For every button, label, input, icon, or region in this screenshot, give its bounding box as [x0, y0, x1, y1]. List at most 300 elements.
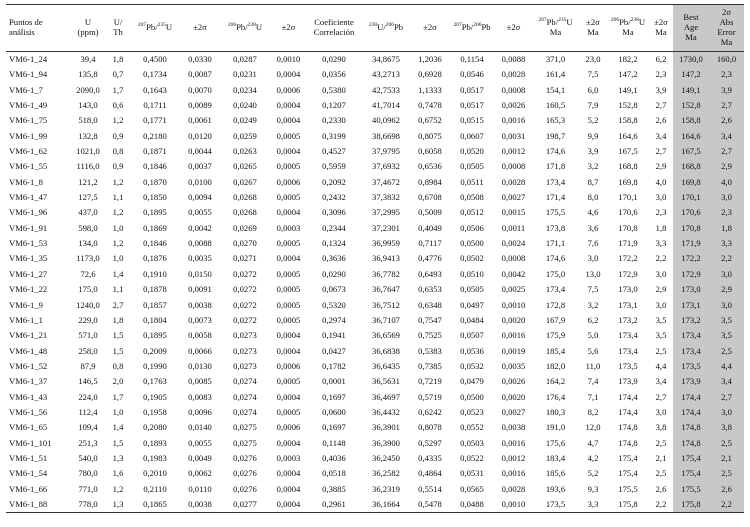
table-cell: 0,0073 [188, 314, 212, 325]
analysis-point-cell: VM6-1_43 [9, 391, 48, 402]
table-cell: 0,0522 [460, 452, 484, 463]
header-text: Coeficiente [314, 17, 354, 28]
table-cell: 0,6752 [418, 115, 442, 126]
table-row [6, 52, 744, 68]
table-cell: 0,2080 [143, 422, 167, 433]
header-text: ±2σ [654, 17, 668, 28]
table-cell: 0,0006 [276, 84, 301, 95]
best-age-cell: 174,8 [673, 420, 709, 435]
table-cell: 175,5 [545, 207, 566, 218]
table-cell: 9,9 [587, 130, 599, 141]
table-row [6, 298, 744, 313]
analysis-point-cell: VM6-1_96 [9, 207, 48, 218]
table-cell: 0,1804 [143, 314, 167, 325]
best-age-cell: 1,8 [709, 221, 744, 236]
table-cell: 172,2 [618, 253, 638, 264]
table-cell: 152,8 [618, 100, 638, 111]
header-text: Ma [720, 36, 733, 47]
table-cell: 0,0506 [460, 222, 484, 233]
table-cell: 37,4672 [372, 176, 400, 187]
table-cell: 0,1990 [143, 360, 167, 371]
table-row [6, 221, 744, 236]
table-cell: 173,0 [618, 284, 638, 295]
table-cell: 3,3 [655, 238, 667, 249]
table-cell: 0,8 [112, 360, 124, 371]
table-cell: 0,6536 [418, 161, 442, 172]
table-cell: 173,2 [618, 314, 638, 325]
header-text: U/ [377, 22, 386, 33]
table-cell: 0,1850 [143, 192, 167, 203]
best-age-cell: 175,8 [673, 497, 709, 513]
table-cell: 0,0061 [188, 115, 212, 126]
table-cell: 0,0010 [495, 497, 532, 513]
table-row [6, 497, 744, 513]
table-cell: 2,7 [655, 146, 667, 157]
table-cell: 0,8078 [418, 422, 442, 433]
table-cell: 172,8 [545, 299, 566, 310]
column-header [579, 5, 607, 52]
table-cell: 0,0004 [276, 345, 301, 356]
header-text: 2σ [722, 7, 731, 18]
table-row [6, 144, 744, 159]
best-age-cell: 1730,0 [673, 52, 709, 68]
table-cell: 1,0 [112, 406, 124, 417]
table-cell: 1,2 [112, 238, 124, 249]
table-cell: 0,0532 [460, 360, 484, 371]
table-cell: 2,3 [655, 69, 667, 80]
table-cell: 0,1876 [143, 253, 167, 264]
table-cell: 3,0 [655, 406, 667, 417]
table-cell: 0,7525 [418, 330, 442, 341]
table-cell: 0,0006 [276, 360, 301, 371]
table-row [6, 267, 744, 282]
table-cell: 0,2432 [322, 192, 346, 203]
column-header [6, 5, 70, 52]
isotope-superscript: 238 [247, 22, 256, 29]
best-age-cell: 2,2 [709, 497, 744, 513]
header-text: U [638, 17, 646, 28]
table-cell: 164,6 [618, 130, 638, 141]
table-cell: 0,0004 [276, 115, 301, 126]
table-row [6, 313, 744, 328]
table-cell: 3,6 [587, 222, 599, 233]
table-cell: 0,8984 [418, 176, 442, 187]
header-unit: Ma [549, 27, 562, 37]
isotope-superscript: 238 [630, 17, 639, 24]
table-cell: 0,0330 [188, 54, 212, 64]
table-cell: 37,2301 [372, 222, 400, 233]
table-cell: 174,6 [545, 253, 566, 264]
table-cell: 0,4335 [418, 452, 442, 463]
column-header [411, 5, 449, 52]
table-cell: 0,1771 [143, 115, 167, 126]
best-age-cell: 3,0 [709, 267, 744, 282]
analysis-point-cell: VM6-1_7 [9, 84, 43, 95]
table-cell: 0,5380 [322, 84, 346, 95]
table-cell: 2,1 [655, 452, 667, 463]
table-cell: 37,2995 [372, 207, 400, 218]
table-cell: 198,7 [545, 130, 566, 141]
table-cell: 0,8 [112, 146, 124, 157]
header-text: ±2σ [423, 22, 437, 33]
table-cell: 0,0004 [276, 69, 301, 80]
table-cell: 0,4527 [322, 146, 346, 157]
table-cell: 0,0037 [188, 161, 212, 172]
header-text: Pb [394, 22, 404, 33]
table-cell: 9,3 [587, 483, 599, 494]
table-cell: 0,0055 [188, 437, 212, 448]
analysis-point-cell: VM6-1_49 [9, 100, 48, 111]
analysis-point-cell: VM6-1_35 [9, 253, 48, 264]
table-cell: 2,5 [655, 468, 667, 479]
table-cell: 0,0004 [276, 207, 301, 218]
analysis-point-cell: VM6-1_101 [9, 437, 52, 448]
table-cell: 1,2 [112, 207, 124, 218]
table-cell: 0,1782 [322, 360, 346, 371]
table-cell: 0,0479 [460, 376, 484, 387]
table-cell: 0,7547 [418, 314, 442, 325]
table-cell: 0,3199 [322, 130, 346, 141]
header-unit: Ma [622, 27, 634, 37]
table-cell: 2,5 [655, 437, 667, 448]
table-cell: 0,0275 [233, 422, 257, 433]
best-age-cell: 160,0 [709, 52, 744, 68]
table-cell: 0,3636 [322, 253, 346, 264]
table-cell: 4,6 [587, 207, 599, 218]
table-cell: 1,6 [112, 468, 124, 479]
table-cell: 4,2 [587, 452, 599, 463]
table-cell: 0,0019 [501, 345, 526, 356]
table-cell: 3,9 [655, 84, 667, 95]
table-cell: 41,7014 [372, 100, 400, 111]
table-cell: 134,0 [78, 238, 98, 249]
analysis-point-cell: VM6-1_48 [9, 345, 48, 356]
best-age-cell: 2,3 [709, 205, 744, 220]
table-cell: 175,8 [607, 497, 649, 513]
best-age-cell: 147,2 [673, 67, 709, 82]
table-cell: 132,8 [78, 130, 98, 141]
best-age-cell: 3,9 [709, 83, 744, 98]
table-cell: 173,4 [618, 345, 638, 356]
table-cell: 0,0271 [233, 253, 257, 264]
table-cell: 0,0275 [233, 437, 257, 448]
analysis-point-cell: VM6-1_66 [9, 483, 48, 494]
analysis-point-cell: VM6-1_55 [9, 161, 48, 172]
table-cell: 2,7 [655, 391, 667, 402]
table-cell: 0,6242 [418, 406, 442, 417]
header-text: Pb/ [461, 22, 474, 33]
table-cell: 0,1734 [143, 69, 167, 80]
table-cell: 36,3901 [372, 422, 400, 433]
table-cell: 3,4 [655, 130, 667, 141]
table-row [6, 359, 744, 374]
table-cell: 176,4 [545, 391, 566, 402]
column-header [307, 5, 361, 52]
analysis-point-cell: VM6-1_94 [9, 69, 48, 80]
table-cell: 0,0042 [501, 268, 526, 279]
header-text: Ma [587, 27, 599, 37]
table-cell: 3,2 [587, 161, 599, 172]
header-text: Ma [685, 31, 697, 42]
table-cell: 185,4 [545, 345, 566, 356]
table-cell: 0,0536 [460, 345, 484, 356]
table-cell: 193,6 [545, 483, 566, 494]
table-cell: 36,6435 [372, 360, 400, 371]
table-cell: 5,2 [587, 115, 599, 126]
best-age-cell: 172,2 [673, 251, 709, 266]
table-cell: 2,5 [655, 345, 667, 356]
table-cell: 2,7 [655, 100, 667, 111]
table-cell: 598,0 [78, 222, 98, 233]
header-text: ±2σ [193, 22, 207, 33]
table-cell: 3,2 [587, 299, 599, 310]
table-cell: 0,0520 [460, 146, 484, 157]
best-age-cell: 164,6 [673, 129, 709, 144]
table-cell: 0,0004 [270, 497, 307, 513]
table-cell: 0,0231 [233, 69, 257, 80]
table-cell: 1,0 [112, 253, 124, 264]
best-age-cell: 3,4 [709, 129, 744, 144]
best-age-cell: 175,4 [673, 451, 709, 466]
table-cell: 0,1763 [143, 376, 167, 387]
table-cell: 0,0276 [233, 468, 257, 479]
table-cell: 6,0 [587, 84, 599, 95]
table-cell: 0,0110 [188, 483, 212, 494]
table-cell: 0,0517 [460, 84, 484, 95]
best-age-cell: 174,4 [673, 405, 709, 420]
table-body [6, 52, 744, 513]
isotope-superscript: 206 [610, 17, 620, 24]
table-cell: 0,1697 [322, 391, 346, 402]
table-cell: 154,1 [545, 84, 566, 95]
table-cell: 1,8 [112, 54, 124, 64]
table-cell: 0,0015 [501, 207, 526, 218]
table-cell: 0,0005 [276, 314, 301, 325]
table-cell: 0,1643 [143, 84, 167, 95]
best-age-cell: 2,5 [709, 466, 744, 481]
table-cell: 0,0268 [233, 207, 257, 218]
data-table-container [6, 4, 744, 513]
best-age-cell: 3,8 [709, 420, 744, 435]
table-cell: 0,1910 [143, 268, 167, 279]
best-age-cell: 169,8 [673, 175, 709, 190]
table-cell: 109,4 [78, 422, 98, 433]
table-cell: 0,0003 [276, 222, 301, 233]
table-cell: 0,0600 [322, 406, 346, 417]
table-cell: 182,2 [618, 54, 638, 64]
table-cell: 6,2 [655, 54, 667, 64]
table-cell: 171,1 [545, 238, 566, 249]
table-row [6, 482, 744, 497]
table-cell: 0,6708 [418, 192, 442, 203]
analysis-point-cell: VM6-1_21 [9, 330, 48, 341]
table-cell: 0,2010 [143, 468, 167, 479]
table-cell: 191,0 [545, 422, 566, 433]
table-cell: 0,0006 [276, 176, 301, 187]
table-row [6, 390, 744, 405]
table-cell: 168,8 [618, 161, 638, 172]
table-cell: 0,0500 [460, 238, 484, 249]
header-text: U [566, 17, 573, 28]
table-cell: 36,7512 [372, 299, 400, 310]
best-age-cell: 3,3 [709, 236, 744, 251]
table-row [6, 129, 744, 144]
table-cell: 0,0006 [276, 422, 301, 433]
table-cell: 0,5383 [418, 345, 442, 356]
header-text: (ppm) [77, 27, 99, 37]
table-cell: 175,0 [545, 268, 566, 279]
table-cell: 171,9 [618, 238, 638, 249]
table-cell: 771,0 [78, 483, 98, 494]
best-age-cell: 4,4 [709, 359, 744, 374]
table-cell: 0,0427 [322, 345, 346, 356]
column-header [70, 5, 106, 52]
table-cell: 0,5320 [322, 299, 346, 310]
table-cell: 0,0517 [460, 100, 484, 111]
table-cell: 0,5297 [418, 437, 442, 448]
table-cell: 1,2 [112, 115, 124, 126]
best-age-cell: 2,5 [709, 344, 744, 359]
table-cell: 0,0269 [233, 222, 257, 233]
table-cell: 170,8 [618, 222, 638, 233]
table-cell: 0,2330 [322, 115, 346, 126]
table-cell: 0,5009 [418, 207, 442, 218]
table-cell: 0,0008 [501, 84, 526, 95]
table-cell: 1,1333 [418, 84, 442, 95]
table-cell: 0,0027 [501, 192, 526, 203]
table-cell: 540,0 [78, 452, 98, 463]
table-cell: 0,0004 [276, 468, 301, 479]
table-cell: 1,7 [112, 84, 124, 95]
analysis-point-cell: VM6-1_24 [9, 54, 48, 64]
table-cell: 0,0272 [233, 314, 257, 325]
analysis-point-cell: VM6-1_53 [9, 238, 48, 249]
best-age-cell: 173,1 [673, 298, 709, 313]
table-cell: 173,4 [618, 330, 638, 341]
table-cell: 1,8 [655, 222, 667, 233]
table-row [6, 98, 744, 113]
best-age-cell: 3,5 [709, 313, 744, 328]
table-cell: 0,0552 [460, 422, 484, 433]
table-cell: 1,7 [112, 391, 124, 402]
table-cell: 1,5 [112, 345, 124, 356]
table-cell: 0,0035 [188, 253, 212, 264]
table-cell: 3,8 [655, 422, 667, 433]
best-age-cell: 3,4 [709, 374, 744, 389]
header-text: Abs [719, 17, 734, 28]
table-cell: 0,0005 [276, 161, 301, 172]
table-cell: 0,0011 [501, 222, 526, 233]
best-age-cell: 2,3 [709, 67, 744, 82]
best-age-cell: 173,2 [673, 313, 709, 328]
table-cell: 1,3 [106, 497, 130, 513]
table-cell: 0,0003 [276, 452, 301, 463]
table-cell: 0,4036 [322, 452, 346, 463]
table-cell: 0,0234 [233, 84, 257, 95]
table-cell: 8,2 [587, 406, 599, 417]
table-cell: 0,7219 [418, 376, 442, 387]
table-header-row [6, 5, 744, 52]
table-cell: 0,2180 [143, 130, 167, 141]
table-cell: 0,7385 [418, 360, 442, 371]
table-cell: 0,0249 [233, 115, 257, 126]
table-cell: 0,0508 [460, 192, 484, 203]
table-cell: 0,0016 [501, 437, 526, 448]
table-cell: 37,6932 [372, 161, 400, 172]
header-text: Age [683, 22, 699, 33]
table-cell: 0,0008 [501, 253, 526, 264]
table-cell: 72,6 [80, 268, 96, 279]
table-cell: 0,0100 [188, 176, 212, 187]
table-cell: 0,0607 [460, 130, 484, 141]
table-cell: 5,6 [587, 345, 599, 356]
table-cell: 0,0028 [501, 483, 526, 494]
header-text: análisis [9, 27, 35, 37]
table-cell: 135,8 [78, 69, 98, 80]
table-cell: 0,0024 [501, 238, 526, 249]
table-cell: 3,4 [655, 376, 667, 387]
table-cell: 0,0026 [501, 376, 526, 387]
table-cell: 11,0 [585, 360, 601, 371]
table-cell: 1,5 [112, 330, 124, 341]
table-cell: 0,0012 [501, 452, 526, 463]
table-cell: 2,2 [655, 253, 667, 264]
table-cell: 7,5 [587, 69, 599, 80]
analysis-point-cell: VM6-1_75 [9, 115, 48, 126]
table-cell: 2,9 [655, 284, 667, 295]
analysis-point-cell: VM6-1_27 [9, 268, 48, 279]
header-text: Pb [481, 22, 491, 33]
table-cell: 0,0268 [233, 192, 257, 203]
best-age-cell: 173,4 [673, 328, 709, 343]
table-row [6, 420, 744, 435]
table-cell: 175,4 [618, 452, 638, 463]
analysis-point-cell: VM6-1_99 [9, 130, 48, 141]
table-cell: 0,0004 [276, 330, 301, 341]
table-cell: 36,5631 [372, 376, 400, 387]
table-row [6, 405, 744, 420]
table-cell: 42,7533 [372, 84, 400, 95]
analysis-point-cell: VM6-1_37 [9, 376, 48, 387]
table-cell: 0,7 [112, 69, 124, 80]
table-cell: 121,2 [78, 176, 98, 187]
table-cell: 173,5 [532, 497, 579, 513]
table-row [6, 436, 744, 451]
table-cell: 3,9 [587, 146, 599, 157]
table-cell: 36,2319 [372, 483, 400, 494]
table-cell: 36,3900 [372, 437, 400, 448]
table-cell: 0,0005 [276, 299, 301, 310]
table-cell: 170,6 [618, 207, 638, 218]
best-age-cell: 3,5 [709, 328, 744, 343]
table-cell: 0,1893 [143, 437, 167, 448]
table-cell: 1240,0 [76, 299, 100, 310]
best-age-cell: 175,5 [673, 482, 709, 497]
table-cell: 36,6569 [372, 330, 400, 341]
table-cell: 0,0274 [233, 376, 257, 387]
best-age-cell: 2,2 [709, 251, 744, 266]
table-cell: 3,5 [655, 314, 667, 325]
table-cell: 371,0 [545, 54, 566, 64]
table-cell: 175,6 [545, 437, 566, 448]
table-cell: 3,3 [579, 497, 607, 513]
table-cell: 0,1711 [143, 100, 167, 111]
isotope-superscript: 207 [453, 22, 462, 29]
best-age-cell: 3,0 [709, 190, 744, 205]
table-cell: 175,4 [618, 468, 638, 479]
table-cell: 0,0523 [460, 406, 484, 417]
table-cell: 0,0020 [501, 314, 526, 325]
